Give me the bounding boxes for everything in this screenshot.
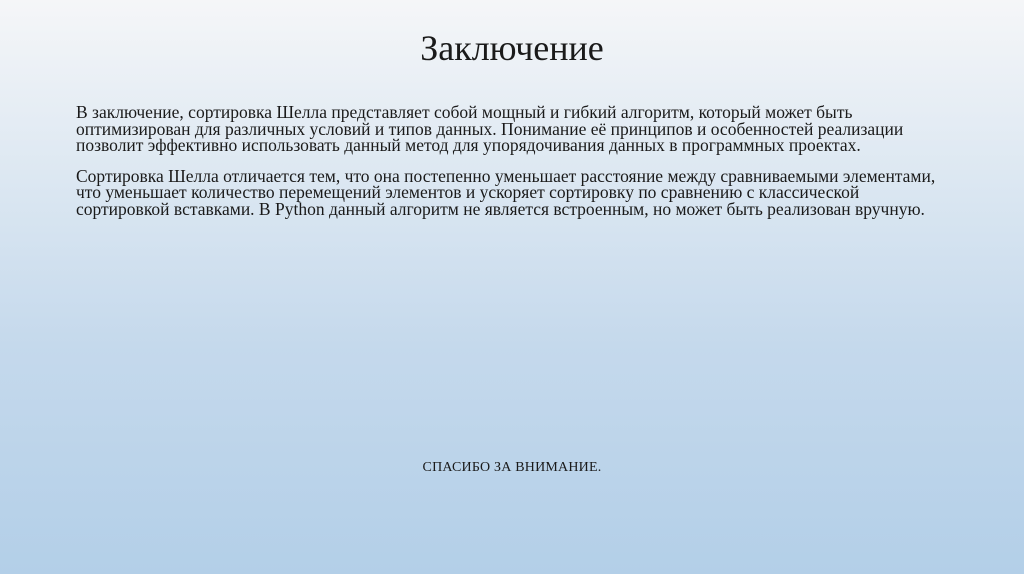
slide-body — [76, 104, 956, 231]
paragraph-summary: В заключение, сортировка Шелла представляет собой мощный и гибкий алгоритм, который может быть оптимизирован для различных условий и типов данных. Понимание её принципов и особенностей реализации позволит эффективно использовать данный метод для упорядочивания данных в программных проектах. — [76, 102, 904, 155]
slide-title: Заключение — [420, 28, 604, 68]
closing-text: СПАСИБО ЗА ВНИМАНИЕ. — [422, 460, 602, 475]
paragraph-details: Сортировка Шелла отличается тем, что она постепенно уменьшает расстояние между сравниваемыми элементами, что уменьшает количество перемещений элементов и ускоряет сортировку по сравнению с классической сортировкой вставками. В Python данный алгоритм не является встроенным, но может быть реализован вручную. — [76, 165, 936, 219]
